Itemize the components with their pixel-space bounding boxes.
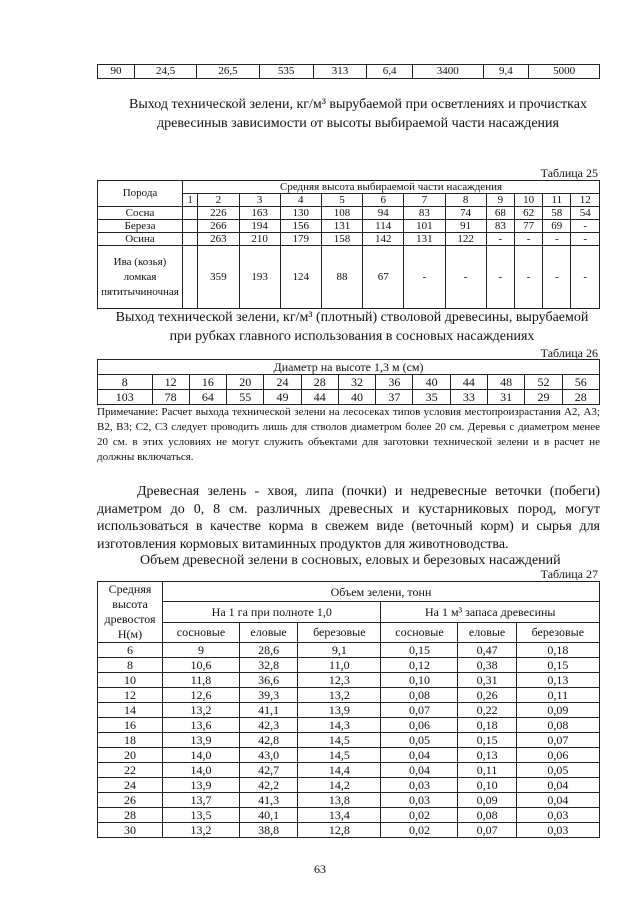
table-header-row — [98, 582, 600, 602]
row-label-height: 26 — [98, 793, 163, 808]
row-label-height: 6 — [98, 643, 163, 658]
col-header-height: 11 — [543, 194, 571, 207]
table-row — [98, 673, 600, 688]
table-cell: - — [571, 246, 600, 309]
table-row — [98, 778, 600, 793]
table-cell: 14,5 — [298, 733, 381, 748]
table-cell: 35 — [413, 390, 450, 405]
table-cell: 0,12 — [381, 658, 458, 673]
col-header-height: 8 — [445, 194, 486, 207]
table-27-title: Объем древесной зелени в сосновых, еловых и березовых насаждений — [140, 553, 561, 568]
table-cell: 42,3 — [239, 718, 297, 733]
table-cell: 55 — [227, 390, 264, 405]
col-header-species: сосновые — [381, 622, 458, 642]
table-cell: 0,11 — [458, 763, 516, 778]
table-cell: 12,3 — [298, 673, 381, 688]
table-cell: - — [543, 246, 571, 309]
table-cell: 42,2 — [239, 778, 297, 793]
table-cell: 0,02 — [381, 808, 458, 823]
table-25-caption: Таблица 25 — [540, 166, 598, 180]
table-cell: 0,03 — [516, 808, 599, 823]
table-cell: 158 — [321, 233, 362, 246]
table-row — [98, 733, 600, 748]
table-cell: 52 — [525, 375, 562, 390]
table-cell: - — [514, 233, 542, 246]
row-label-height: 10 — [98, 673, 163, 688]
table-cell: 14,0 — [163, 748, 240, 763]
col-header-height: 9 — [486, 194, 514, 207]
table-cell: 0,03 — [381, 793, 458, 808]
table-cell: 14,0 — [163, 763, 240, 778]
table-cell: 12 — [152, 375, 189, 390]
table-cell: 48 — [488, 375, 525, 390]
table-row — [98, 703, 600, 718]
table-cell: 94 — [363, 207, 404, 220]
table-cell: 131 — [321, 220, 362, 233]
table-cell: 359 — [198, 246, 239, 309]
table-cell: 0,18 — [516, 643, 599, 658]
table-cell: - — [486, 233, 514, 246]
table-cell: 0,04 — [516, 793, 599, 808]
col-header-diameter: Диаметр на высоте 1,3 м (см) — [98, 360, 600, 375]
table-cell: 0,05 — [381, 733, 458, 748]
col-header-species: еловые — [458, 622, 516, 642]
table-row — [98, 793, 600, 808]
table-cell: 0,09 — [516, 703, 599, 718]
table-cell: 42,7 — [239, 763, 297, 778]
table-cell: 77 — [514, 220, 542, 233]
row-label-height: 18 — [98, 733, 163, 748]
col-header-per-m3: На 1 м³ запаса древесины — [381, 602, 600, 622]
table-cell: 0,13 — [458, 748, 516, 763]
table-cell: - — [514, 246, 542, 309]
table-cell: 24,5 — [134, 65, 196, 79]
table-cell: 0,47 — [458, 643, 516, 658]
col-header-height: 5 — [321, 194, 362, 207]
col-header-height: 12 — [571, 194, 600, 207]
table-cell — [183, 246, 198, 309]
row-label-poroda: Береза — [98, 220, 183, 233]
table-26-caption: Таблица 26 — [540, 346, 598, 360]
table-cell: 14,5 — [298, 748, 381, 763]
table-cell: 0,06 — [516, 748, 599, 763]
table-26-note: Примечание: Расчет выхода технической зелени на лесосеках типов условия местопроизрастания А2, А3; В2, В3; С2, С3 следует проводить лишь для стволов диаметром более 20 см. Деревья с диаметром менее 20 см. в этих условиях не могут служить объектами для заготовки технической зелени и в расчет не должны включаться. — [97, 406, 600, 463]
table-cell: 28,6 — [239, 643, 297, 658]
table-header-row — [98, 181, 600, 194]
row-label-height: 22 — [98, 763, 163, 778]
table-27 — [97, 581, 600, 838]
table-cell: 0,08 — [458, 808, 516, 823]
table-header-row — [98, 622, 600, 642]
table-cell: - — [445, 246, 486, 309]
table-row — [98, 220, 600, 233]
table-cell: 226 — [198, 207, 239, 220]
row-label-poroda: Сосна — [98, 207, 183, 220]
table-cell: 0,03 — [516, 823, 599, 838]
table-cell: 108 — [321, 207, 362, 220]
table-cell: 130 — [280, 207, 321, 220]
table-cell: 122 — [445, 233, 486, 246]
row-label-height: 20 — [98, 748, 163, 763]
table-cell: 156 — [280, 220, 321, 233]
row-label-height: 8 — [98, 658, 163, 673]
table-cell: 0,05 — [516, 763, 599, 778]
table-cell: 0,15 — [516, 658, 599, 673]
table-cell: 142 — [363, 233, 404, 246]
table-cell: 28 — [301, 375, 338, 390]
table-cell: 0,10 — [458, 778, 516, 793]
table-cell: 13,2 — [298, 688, 381, 703]
table-cell: 13,6 — [163, 718, 240, 733]
table-cell: 0,06 — [381, 718, 458, 733]
table-row — [98, 643, 600, 658]
table-cell: 54 — [571, 207, 600, 220]
table-cell: 12,8 — [298, 823, 381, 838]
table-header-row — [98, 360, 600, 375]
col-header-species: еловые — [239, 622, 297, 642]
table-cell: 0,13 — [516, 673, 599, 688]
table-cell: 0,15 — [381, 643, 458, 658]
table-cell: 0,11 — [516, 688, 599, 703]
col-header-height: 3 — [239, 194, 280, 207]
table-row — [98, 718, 600, 733]
table-cell: 32 — [338, 375, 375, 390]
table-cell: 0,09 — [458, 793, 516, 808]
table-cell: - — [571, 233, 600, 246]
col-header-height: Средняя высота древостоя Н(м) — [98, 582, 163, 643]
body-paragraph: Древесная зелень - хвоя, липа (почки) и недревесные веточки (побеги) диаметром до 0, 8 см. различных древесных и кустарниковых пород, могут использоваться в качестве корма в свежем виде (веточный корм) и сырья для изготовления кормовых витаминных продуктов для животноводства. — [97, 484, 600, 552]
table-row — [98, 233, 600, 246]
table-cell: 40 — [413, 375, 450, 390]
col-header-height: 1 — [183, 194, 198, 207]
table-row — [98, 808, 600, 823]
col-header-height: 10 — [514, 194, 542, 207]
table-cell: 67 — [363, 246, 404, 309]
table-26-title: Выход технической зелени, кг/м³ (плотный) стволовой древесины, вырубаемой при рубках главного использования в сосновых насаждениях — [115, 310, 589, 344]
table-cell: 163 — [239, 207, 280, 220]
table-header-row — [98, 602, 600, 622]
table-cell: 0,03 — [381, 778, 458, 793]
table-cell: 39,3 — [239, 688, 297, 703]
table-cell: 69 — [543, 220, 571, 233]
col-header-species: березовые — [516, 622, 599, 642]
page-number: 63 — [314, 862, 326, 876]
table-row — [98, 246, 600, 309]
table-cell: 0,15 — [458, 733, 516, 748]
table-cell: 32,8 — [239, 658, 297, 673]
table-cell: 194 — [239, 220, 280, 233]
row-label-poroda: Ива (козья) ломкая пятитычиночная — [98, 246, 183, 309]
table-cell: 0,26 — [458, 688, 516, 703]
table-cell: 266 — [198, 220, 239, 233]
table-cell: 0,07 — [516, 733, 599, 748]
table-cell: 41,1 — [239, 703, 297, 718]
table-cell: 83 — [486, 220, 514, 233]
table-cell: 124 — [280, 246, 321, 309]
table-cell: 24 — [264, 375, 301, 390]
table-cell: 62 — [514, 207, 542, 220]
table-cell: 5000 — [529, 65, 600, 79]
table-cell: 8 — [98, 375, 153, 390]
table-cell: 38,8 — [239, 823, 297, 838]
col-header-poroda: Порода — [98, 181, 183, 207]
table-cell: 36 — [376, 375, 413, 390]
table-cell: 0,22 — [458, 703, 516, 718]
table-cell: 13,8 — [298, 793, 381, 808]
table-cell: 3400 — [412, 65, 483, 79]
table-cell: 0,07 — [381, 703, 458, 718]
table-cell: 13,9 — [163, 778, 240, 793]
table-cell: 14,3 — [298, 718, 381, 733]
table-25 — [97, 180, 600, 309]
table-cell: - — [404, 246, 445, 309]
col-header-volume: Объем зелени, тонн — [163, 582, 600, 602]
table-cell: 535 — [259, 65, 313, 79]
table-cell: 0,31 — [458, 673, 516, 688]
table-cell: 12,6 — [163, 688, 240, 703]
table-row — [98, 207, 600, 220]
table-cell: 37 — [376, 390, 413, 405]
table-cell: 0,08 — [516, 718, 599, 733]
table-cell: - — [543, 233, 571, 246]
table-cell: 74 — [445, 207, 486, 220]
table-cell: 10,6 — [163, 658, 240, 673]
table-cell: 9,1 — [298, 643, 381, 658]
table-cell: 83 — [404, 207, 445, 220]
table-cell: 0,10 — [381, 673, 458, 688]
table-cell: 44 — [450, 375, 487, 390]
table-cell: 0,18 — [458, 718, 516, 733]
table-26 — [97, 359, 600, 405]
col-header-height: 2 — [198, 194, 239, 207]
table-row — [98, 748, 600, 763]
table-cell: 114 — [363, 220, 404, 233]
table-continuation — [97, 64, 600, 79]
row-label-poroda: Осина — [98, 233, 183, 246]
table-cell: 14,4 — [298, 763, 381, 778]
table-cell: 88 — [321, 246, 362, 309]
table-cell — [183, 233, 198, 246]
table-cell: 13,2 — [163, 823, 240, 838]
table-cell: 11,8 — [163, 673, 240, 688]
table-row — [98, 375, 600, 390]
table-cell: 16 — [189, 375, 226, 390]
row-label-height: 14 — [98, 703, 163, 718]
table-cell: 13,4 — [298, 808, 381, 823]
col-header-group: Средняя высота выбираемой части насаждения — [183, 181, 600, 194]
table-cell — [183, 220, 198, 233]
table-cell: 33 — [450, 390, 487, 405]
table-cell: 9 — [163, 643, 240, 658]
table-cell: 13,9 — [298, 703, 381, 718]
table-25-title: Выход технической зелени, кг/м³ вырубаемой при осветлениях и прочистках древесиныв зависимости от высоты выбираемой части насаждения — [129, 97, 587, 131]
table-cell: 13,7 — [163, 793, 240, 808]
table-cell: 179 — [280, 233, 321, 246]
table-cell: 49 — [264, 390, 301, 405]
col-header-height: 4 — [280, 194, 321, 207]
table-cell: 13,2 — [163, 703, 240, 718]
col-header-species: сосновые — [163, 622, 240, 642]
table-row — [98, 688, 600, 703]
table-row — [98, 763, 600, 778]
table-cell: 28 — [562, 390, 599, 405]
table-row — [98, 65, 600, 79]
table-cell: 313 — [313, 65, 367, 79]
table-cell: 64 — [189, 390, 226, 405]
table-cell: 42,8 — [239, 733, 297, 748]
table-cell: 103 — [98, 390, 153, 405]
table-cell: 193 — [239, 246, 280, 309]
table-cell: 0,08 — [381, 688, 458, 703]
table-cell: 91 — [445, 220, 486, 233]
table-cell: 36,6 — [239, 673, 297, 688]
table-cell: 0,07 — [458, 823, 516, 838]
table-cell: 101 — [404, 220, 445, 233]
table-cell: 210 — [239, 233, 280, 246]
table-cell: 56 — [562, 375, 599, 390]
table-cell: 0,04 — [516, 778, 599, 793]
table-cell: 44 — [301, 390, 338, 405]
table-cell — [183, 207, 198, 220]
col-header-height: 6 — [363, 194, 404, 207]
row-label-height: 30 — [98, 823, 163, 838]
table-cell: 0,04 — [381, 748, 458, 763]
table-cell: 20 — [227, 375, 264, 390]
table-cell: 0,02 — [381, 823, 458, 838]
table-cell: 41,3 — [239, 793, 297, 808]
table-cell: 26,5 — [197, 65, 259, 79]
table-cell: 11,0 — [298, 658, 381, 673]
row-label-height: 16 — [98, 718, 163, 733]
table-cell: 263 — [198, 233, 239, 246]
table-row — [98, 390, 600, 405]
table-cell: 13,9 — [163, 733, 240, 748]
table-cell: 78 — [152, 390, 189, 405]
table-cell: 58 — [543, 207, 571, 220]
col-header-species: березовые — [298, 622, 381, 642]
table-cell: 0,38 — [458, 658, 516, 673]
table-cell: 68 — [486, 207, 514, 220]
table-cell: 13,5 — [163, 808, 240, 823]
table-cell: 31 — [488, 390, 525, 405]
col-header-height: 7 — [404, 194, 445, 207]
table-cell: 14,2 — [298, 778, 381, 793]
row-label-height: 12 — [98, 688, 163, 703]
table-cell: 9,4 — [483, 65, 528, 79]
table-cell: 131 — [404, 233, 445, 246]
row-label-height: 28 — [98, 808, 163, 823]
row-label-height: 24 — [98, 778, 163, 793]
table-cell: 0,04 — [381, 763, 458, 778]
col-header-per-ha: На 1 га при полноте 1,0 — [163, 602, 381, 622]
table-27-caption: Таблица 27 — [540, 567, 598, 581]
table-cell: 43,0 — [239, 748, 297, 763]
table-cell: 29 — [525, 390, 562, 405]
table-cell: - — [571, 220, 600, 233]
table-cell: 40,1 — [239, 808, 297, 823]
table-row — [98, 658, 600, 673]
table-row — [98, 823, 600, 838]
table-cell: 40 — [338, 390, 375, 405]
table-cell: 6,4 — [367, 65, 412, 79]
table-cell: - — [486, 246, 514, 309]
table-cell: 90 — [98, 65, 135, 79]
